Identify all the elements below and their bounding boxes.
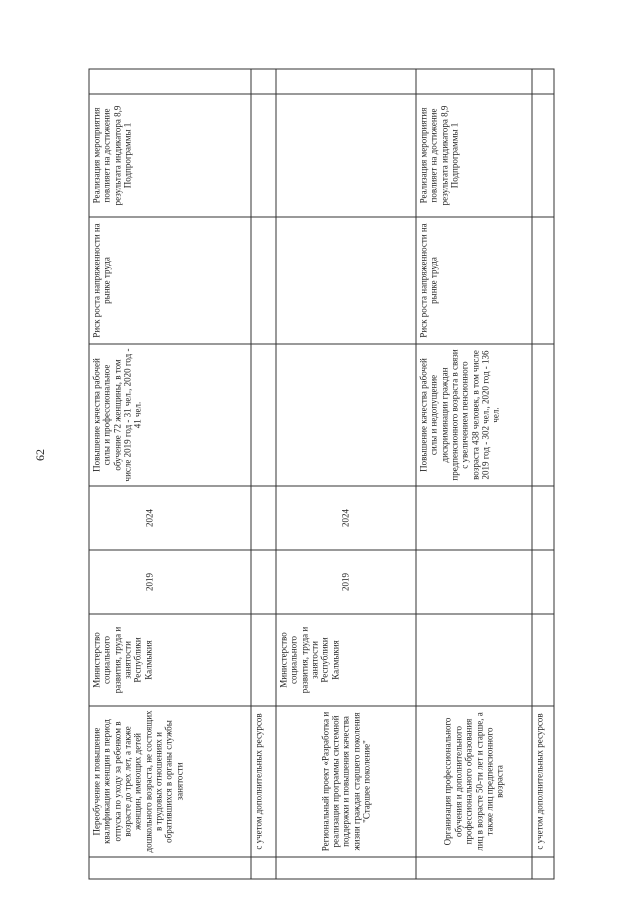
result-cell: Повышение качества рабочей силы и недопущение дискриминации граждан предпенсионного возраста в связи с увеличением пенсионного возраста 438 человек, в том числе 2019 год - 302 чел., 2020 год - 136 чел. <box>416 344 532 486</box>
extra-cell <box>251 69 276 94</box>
program-table <box>89 68 555 879</box>
risk-cell <box>251 217 276 344</box>
activity-cell: Организация профессионального обучения и дополнительного профессионального образования лиц в возрасте 50-ти лет и старше, а также лиц предпенсионного возраста <box>416 706 532 857</box>
start-year-cell: 2019 <box>89 550 251 614</box>
result-cell: Повышение качества рабочей силы и профессиональное обучение 72 женщины, в том числе 2019 год - 31 чел., 2020 год - 41 чел. <box>89 344 251 486</box>
relation-cell <box>251 94 276 217</box>
program-table-container <box>89 69 554 879</box>
executor-cell: Министерство социального развития, труда и занятости Республики Калмыкия <box>276 614 416 706</box>
table-row <box>251 69 276 879</box>
start-year-cell <box>251 550 276 614</box>
page-number: 62 <box>33 449 47 461</box>
activity-cell: Переобучение и повышение квалификации женщин в период отпуска по уходу за ребенком в возрасте до трех лет, а также женщин, имеющих детей дошкольного возраста, не состоящих в трудовых отношениях и обратившихся в органы службы занятости <box>89 706 251 857</box>
executor-cell: Министерство социального развития, труда и занятости Республики Калмыкия <box>89 614 251 706</box>
executor-cell <box>532 614 554 706</box>
end-year-cell <box>416 486 532 550</box>
start-year-cell <box>532 550 554 614</box>
result-cell <box>532 344 554 486</box>
table-row <box>276 69 416 879</box>
extra-cell <box>532 69 554 94</box>
table-row <box>416 69 532 879</box>
extra-cell <box>276 69 416 94</box>
risk-cell <box>532 217 554 344</box>
risk-cell <box>276 217 416 344</box>
end-year-cell <box>251 486 276 550</box>
start-year-cell <box>416 550 532 614</box>
relation-cell: Реализация мероприятия повлияет на достижение результата индикатора 8,9 Подпрограммы 1 <box>416 94 532 217</box>
executor-cell <box>251 614 276 706</box>
executor-cell <box>416 614 532 706</box>
relation-cell: Реализация мероприятия повлияет на достижение результата индикатора 8,9 Подпрограммы 1 <box>89 94 251 217</box>
row-number-cell <box>89 857 251 879</box>
relation-cell <box>276 94 416 217</box>
risk-cell: Риск роста напряженности на рынке труда <box>89 217 251 344</box>
activity-cell: с учетом дополнительных ресурсов <box>251 706 276 857</box>
result-cell <box>276 344 416 486</box>
risk-cell: Риск роста напряженности на рынке труда <box>416 217 532 344</box>
extra-cell <box>89 69 251 94</box>
end-year-cell <box>532 486 554 550</box>
activity-cell: с учетом дополнительных ресурсов <box>532 706 554 857</box>
start-year-cell: 2019 <box>276 550 416 614</box>
result-cell <box>251 344 276 486</box>
row-number-cell <box>416 857 532 879</box>
end-year-cell: 2024 <box>276 486 416 550</box>
row-number-cell <box>532 857 554 879</box>
end-year-cell: 2024 <box>89 486 251 550</box>
row-number-cell <box>276 857 416 879</box>
activity-cell: Региональный проект «Разработка и реализация программы системной поддержки и повышения качества жизни граждан старшего поколения "Старшее поколение" <box>276 706 416 857</box>
table-row <box>532 69 554 879</box>
row-number-cell <box>251 857 276 879</box>
extra-cell <box>416 69 532 94</box>
table-row <box>89 69 251 879</box>
relation-cell <box>532 94 554 217</box>
